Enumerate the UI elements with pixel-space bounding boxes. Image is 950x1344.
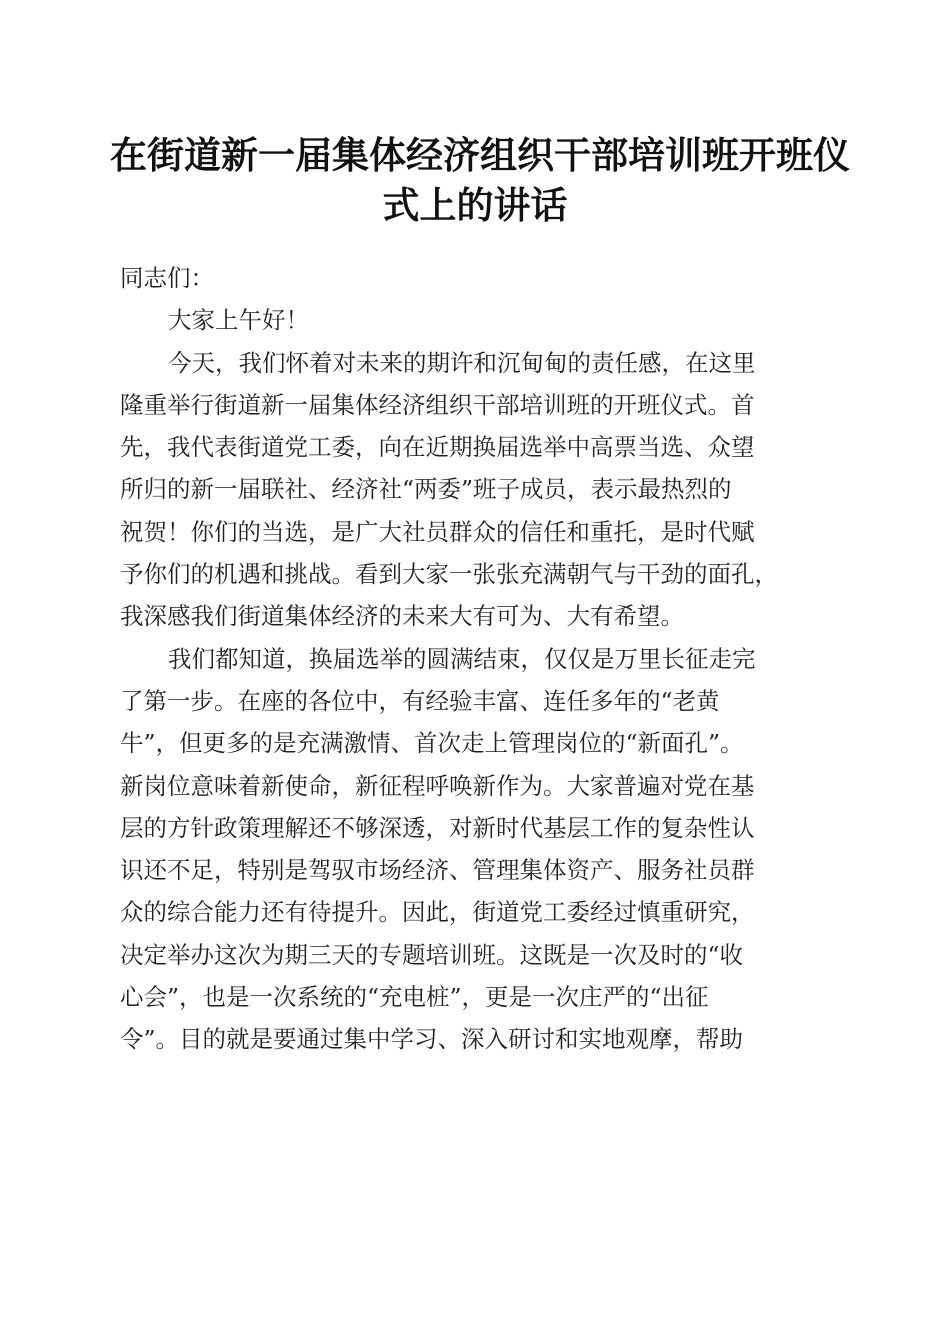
title-line-2: 式上的讲话 [382, 183, 568, 227]
paragraph-line: 所归的新一届联社、经济社“两委”班子成员，表示最热烈的 [120, 475, 732, 504]
paragraph-line: 牛”，但更多的是充满激情、首次走上管理岗位的“新面孔”。 [120, 729, 744, 758]
paragraph-line: 新岗位意味着新使命，新征程呼唤新作为。大家普遍对党在基 [120, 771, 755, 800]
document-title [110, 130, 850, 230]
salutation: 同志们： [120, 264, 214, 292]
paragraph-1 [120, 342, 825, 638]
greeting-paragraph [120, 299, 825, 341]
title-line-1: 在街道新一届集体经济组织干部培训班开班仪 [110, 133, 850, 177]
paragraph-line: 了第一步。在座的各位中，有经验丰富、连任多年的“老黄 [120, 686, 720, 715]
paragraph-line: 隆重举行街道新一届集体经济组织干部培训班的开班仪式。首 [120, 390, 755, 419]
paragraph-line: 决定举办这次为期三天的专题培训班。这既是一次及时的“收 [120, 940, 744, 969]
paragraph-line: 我们都知道，换届选举的圆满结束，仅仅是万里长征走完 [168, 644, 756, 673]
paragraph-line: 予你们的机遇和挑战。看到大家一张张充满朝气与干劲的面孔， [120, 560, 778, 589]
paragraph-line: 层的方针政策理解还不够深透，对新时代基层工作的复杂性认 [120, 813, 755, 842]
paragraph-line: 我深感我们街道集体经济的未来大有可为、大有希望。 [120, 602, 684, 631]
greeting-line: 大家上午好！ [168, 306, 309, 335]
paragraph-line: 令”。目的就是要通过集中学习、深入研讨和实地观摩，帮助 [120, 1025, 744, 1054]
paragraph-line: 祝贺！你们的当选，是广大社员群众的信任和重托，是时代赋 [120, 517, 755, 546]
document-body [120, 257, 825, 1061]
paragraph-line: 心会”，也是一次系统的“充电桩”，更是一次庄严的“出征 [120, 983, 709, 1012]
paragraph-line: 今天，我们怀着对未来的期许和沉甸甸的责任感，在这里 [168, 348, 756, 377]
paragraph-line: 众的综合能力还有待提升。因此，街道党工委经过慎重研究， [120, 898, 755, 927]
paragraph-line: 先，我代表街道党工委，向在近期换届选举中高票当选、众望 [120, 433, 755, 462]
paragraph-line: 识还不足，特别是驾驭市场经济、管理集体资产、服务社员群 [120, 856, 755, 885]
paragraph-2 [120, 638, 825, 1061]
